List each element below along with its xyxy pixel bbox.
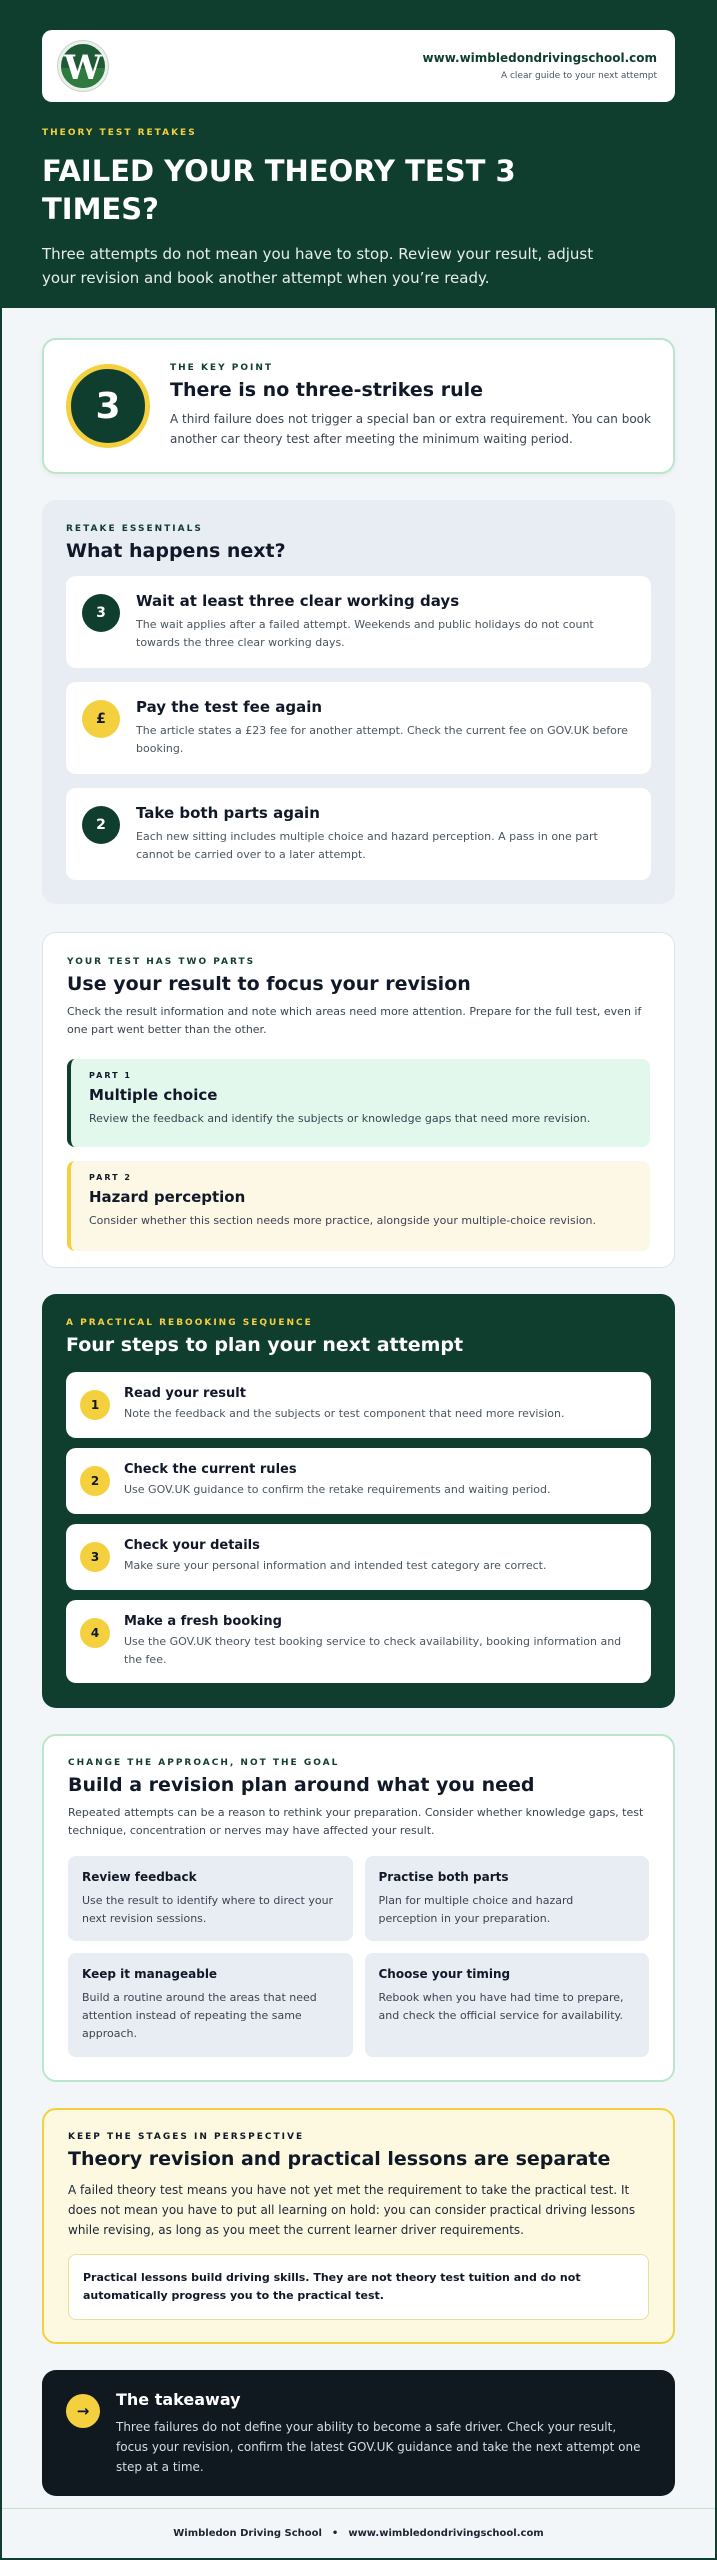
- two-parts-title: Use your result to focus your revision: [67, 973, 471, 995]
- revision-plan-section: [42, 1734, 675, 2082]
- part-title: Multiple choice: [89, 1086, 218, 1104]
- part-label: PART 1: [89, 1071, 132, 1080]
- part-multiple-choice: [67, 1059, 650, 1147]
- tile-text: Plan for multiple choice and hazard perception in your preparation.: [378, 1894, 574, 1925]
- stages-callout: Practical lessons build driving skills. They are not theory test tuition and do not automatically progress you to the practical test.: [68, 2254, 649, 2320]
- essentials-section: [42, 500, 675, 904]
- stages-eyebrow: KEEP THE STAGES IN PERSPECTIVE: [68, 2132, 305, 2142]
- step-number: 2: [80, 1466, 110, 1496]
- two-parts-section: [42, 932, 675, 1268]
- part-text: Review the feedback and identify the subjects or knowledge gaps that need more revision.: [89, 1112, 591, 1125]
- four-steps-section: [42, 1294, 675, 1708]
- logo-letter: W: [63, 48, 103, 88]
- stages-title: Theory revision and practical lessons are separate: [68, 2148, 611, 2170]
- parts-badge: 2: [82, 806, 120, 844]
- essential-item-text: The article states a £23 fee for another attempt. Check the current fee on GOV.UK before booking.: [136, 724, 628, 755]
- step-text: Use the GOV.UK theory test booking service to check availability, booking information and the fee.: [124, 1635, 622, 1666]
- plan-title: Build a revision plan around what you need: [68, 1774, 535, 1796]
- stages-body: A failed theory test means you have not yet met the requirement to take the practical test. It does not mean you have to put all learning on hold: you can consider practical driving lessons while revising, as long as you meet the current learner driver requirements.: [68, 2183, 636, 2237]
- brand-info: [423, 51, 657, 81]
- part-text: Consider whether this section needs more practice, alongside your multiple-choice revision.: [89, 1214, 596, 1227]
- step-number: 1: [80, 1390, 110, 1420]
- key-point-number: 3: [66, 364, 150, 448]
- essential-item-wait: [66, 576, 651, 668]
- four-steps-eyebrow: A PRACTICAL REBOOKING SEQUENCE: [66, 1318, 313, 1328]
- hero-intro: Three attempts do not mean you have to stop. Review your result, adjust your revision and book another attempt when you’re ready.: [42, 245, 594, 287]
- page-title: FAILED YOUR THEORY TEST 3 TIMES?: [42, 154, 516, 226]
- step-title: Check your details: [124, 1538, 260, 1553]
- tile-review-feedback: [68, 1856, 353, 1941]
- footer-url[interactable]: www.wimbledondrivingschool.com: [348, 2528, 544, 2539]
- essential-item-title: Pay the test fee again: [136, 698, 323, 716]
- plan-eyebrow: CHANGE THE APPROACH, NOT THE GOAL: [68, 1758, 340, 1768]
- key-point-body: A third failure does not trigger a special ban or extra requirement. You can book another car theory test after meeting the minimum waiting period.: [170, 412, 651, 446]
- tile-text: Use the result to identify where to direct your next revision sessions.: [82, 1894, 334, 1925]
- hero: [2, 2, 715, 308]
- tile-title: Practise both parts: [378, 1870, 509, 1884]
- logo[interactable]: [58, 41, 108, 91]
- tile-title: Review feedback: [82, 1870, 197, 1884]
- essential-item-text: Each new sitting includes multiple choice and hazard perception. A pass in one part cannot be carried over to a later attempt.: [136, 830, 598, 861]
- wait-badge: 3: [82, 594, 120, 632]
- essential-item-fee: [66, 682, 651, 774]
- essential-item-both-parts: [66, 788, 651, 880]
- step-number: 4: [80, 1618, 110, 1648]
- two-parts-lead: Check the result information and note which areas need more attention. Prepare for the full test, even if one part went better than the other.: [67, 1005, 642, 1036]
- essentials-title: What happens next?: [66, 540, 286, 562]
- tile-title: Keep it manageable: [82, 1967, 218, 1981]
- step-text: Use GOV.UK guidance to confirm the retake requirements and waiting period.: [124, 1483, 551, 1496]
- part-title: Hazard perception: [89, 1188, 246, 1206]
- tile-title: Choose your timing: [378, 1967, 511, 1981]
- tile-practise-both: [365, 1856, 650, 1941]
- main-content: [2, 308, 715, 2496]
- takeaway-text: Three failures do not define your ability to become a safe driver. Check your result, focus your revision, confirm the latest GOV.UK guidance and take the next attempt one step at a time.: [116, 2420, 641, 2474]
- footer-name: Wimbledon Driving School: [173, 2528, 322, 2539]
- plan-lead: Repeated attempts can be a reason to rethink your preparation. Consider whether knowledge gaps, test technique, concentration or nerves may have affected your result.: [68, 1806, 644, 1837]
- step-text: Note the feedback and the subjects or test component that need more revision.: [124, 1407, 565, 1420]
- stages-section: [42, 2108, 675, 2344]
- step-fresh-booking: [66, 1600, 651, 1683]
- essential-item-title: Take both parts again: [136, 804, 320, 822]
- tile-choose-timing: [365, 1953, 650, 2057]
- pound-icon: £: [82, 700, 120, 738]
- step-title: Make a fresh booking: [124, 1614, 282, 1629]
- step-check-details: [66, 1524, 651, 1590]
- hero-eyebrow: THEORY TEST RETAKES: [42, 128, 197, 138]
- tile-text: Rebook when you have had time to prepare, and check the official service for availability.: [378, 1991, 624, 2022]
- part-hazard-perception: [67, 1161, 650, 1251]
- two-parts-eyebrow: YOUR TEST HAS TWO PARTS: [67, 957, 256, 967]
- takeaway-section: [42, 2370, 675, 2496]
- arrow-right-icon: →: [66, 2394, 100, 2428]
- key-point-title: There is no three-strikes rule: [170, 379, 484, 401]
- plan-grid: [68, 1856, 649, 2057]
- takeaway-title: The takeaway: [116, 2390, 241, 2409]
- step-number: 3: [80, 1542, 110, 1572]
- step-text: Make sure your personal information and intended test category are correct.: [124, 1559, 547, 1572]
- step-read-result: [66, 1372, 651, 1438]
- essential-item-text: The wait applies after a failed attempt. Weekends and public holidays do not count towards the three clear working days.: [136, 618, 594, 649]
- tile-keep-manageable: [68, 1953, 353, 2057]
- takeaway-body: [116, 2390, 651, 2477]
- key-point-card: [42, 338, 675, 474]
- footer-separator: •: [331, 2528, 339, 2539]
- key-point-text: [170, 363, 651, 449]
- four-steps-title: Four steps to plan your next attempt: [66, 1334, 464, 1356]
- footer: [2, 2508, 715, 2558]
- step-check-rules: [66, 1448, 651, 1514]
- key-point-eyebrow: THE KEY POINT: [170, 363, 273, 373]
- step-title: Check the current rules: [124, 1462, 297, 1477]
- part-label: PART 2: [89, 1173, 132, 1182]
- brand-tagline: A clear guide to your next attempt: [500, 71, 657, 81]
- essentials-eyebrow: RETAKE ESSENTIALS: [66, 524, 203, 534]
- brand-bar: [42, 30, 675, 102]
- essential-item-title: Wait at least three clear working days: [136, 592, 460, 610]
- tile-text: Build a routine around the areas that need attention instead of repeating the same approach.: [82, 1991, 317, 2040]
- step-title: Read your result: [124, 1386, 246, 1401]
- brand-url[interactable]: www.wimbledondrivingschool.com: [422, 51, 657, 65]
